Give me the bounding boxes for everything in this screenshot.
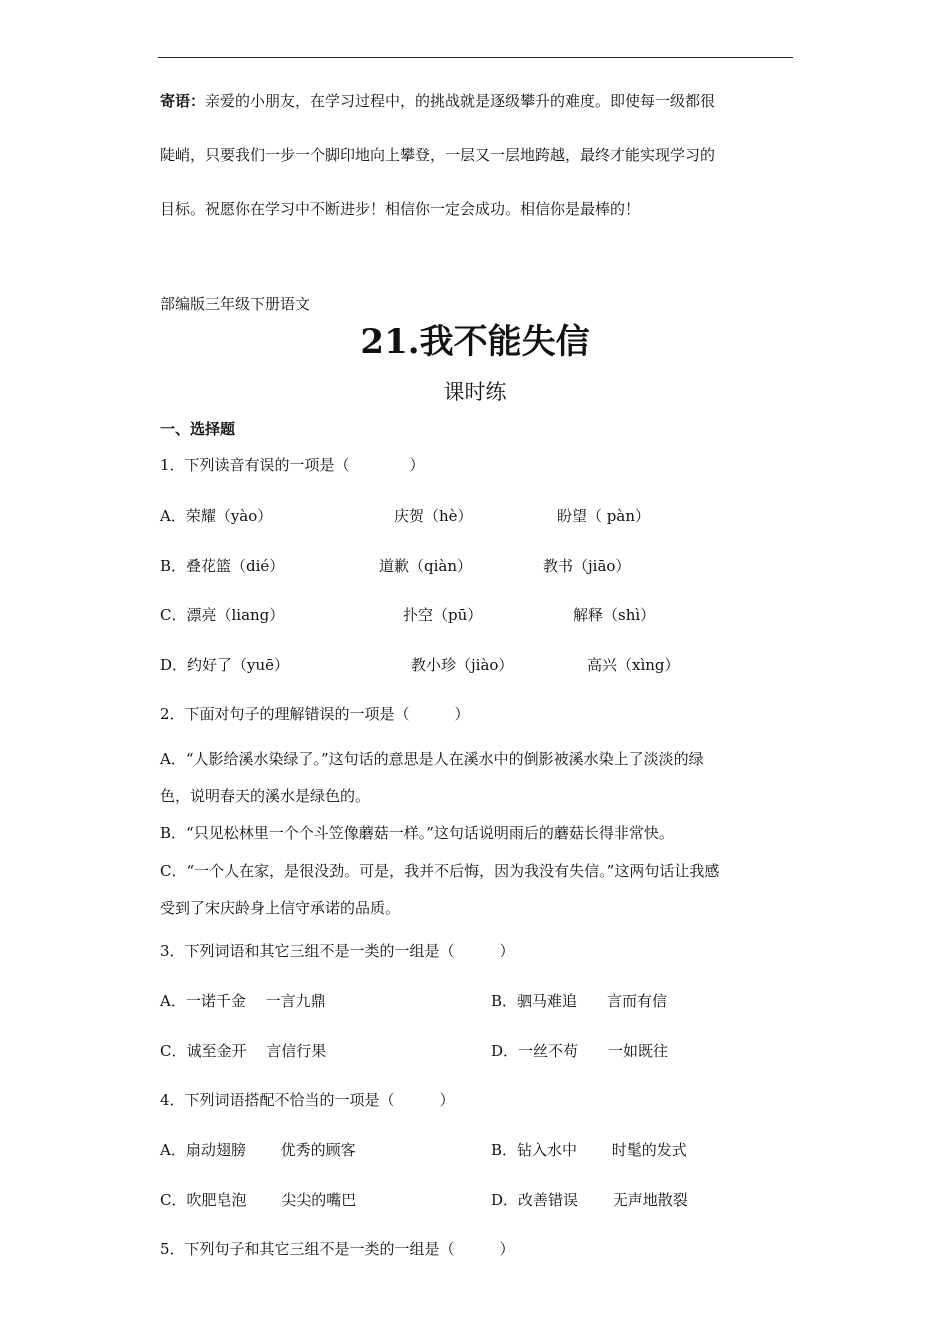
q1-option-c-1: C．漂亮（liang） bbox=[160, 606, 285, 624]
series-label: 部编版三年级下册语文 bbox=[160, 295, 311, 313]
q2-option-b: B．“只见松林里一个个斗笠像蘑菇一样。”这句话说明雨后的蘑菇长得非常快。 bbox=[160, 824, 674, 842]
foreword-text-1: 亲爱的小朋友，在学习过程中，的挑战就是逐级攀升的难度。即使每一级都很 bbox=[205, 92, 716, 110]
q1-option-b-2: 道歉（qiàn） bbox=[379, 557, 473, 575]
q1-option-c-3: 解释（shì） bbox=[573, 606, 656, 624]
q3-option-a: A．一诺千金 一言九鼎 bbox=[160, 992, 326, 1010]
q1-option-a-2: 庆贺（hè） bbox=[394, 507, 473, 525]
page-title: 21.我不能失信 bbox=[360, 322, 590, 362]
foreword-line-2: 陡峭，只要我们一步一个脚印地向上攀登，一层又一层地跨越，最终才能实现学习的 bbox=[160, 146, 716, 164]
q4-option-b: B．钻入水中 时髦的发式 bbox=[491, 1141, 687, 1159]
q1-option-d-2: 教小珍（jiào） bbox=[411, 656, 514, 674]
q4-option-d: D．改善错误 无声地散裂 bbox=[491, 1191, 688, 1209]
q4-option-c: C．吹肥皂泡 尖尖的嘴巴 bbox=[160, 1191, 357, 1209]
q1-option-c-2: 扑空（pū） bbox=[403, 606, 483, 624]
q4-stem: 4．下列词语搭配不恰当的一项是（ ） bbox=[160, 1091, 455, 1109]
q2-option-c-line-1: C．“一个人在家，是很没劲。可是，我并不后悔，因为我没有失信。”这两句话让我感 bbox=[160, 862, 720, 880]
q2-stem: 2．下面对句子的理解错误的一项是（ ） bbox=[160, 705, 470, 723]
q4-option-a: A．扇动翅膀 优秀的顾客 bbox=[160, 1141, 356, 1159]
foreword-line-3: 目标。祝愿你在学习中不断进步！相信你一定会成功。相信你是最棒的！ bbox=[160, 200, 641, 218]
q2-option-c-line-2: 受到了宋庆龄身上信守承诺的品质。 bbox=[160, 899, 401, 917]
q1-option-a-3: 盼望（ pàn） bbox=[557, 507, 650, 525]
q1-option-a-1: A．荣耀（yào） bbox=[160, 507, 273, 525]
section-title: 一、选择题 bbox=[160, 420, 236, 438]
foreword-line-1 bbox=[160, 91, 715, 111]
q1-option-b-1: B．叠花篮（dié） bbox=[160, 557, 285, 575]
q1-option-b-3: 教书（jiāo） bbox=[543, 557, 631, 575]
q3-option-c: C．诚至金开 言信行果 bbox=[160, 1042, 327, 1060]
page-subtitle: 课时练 bbox=[443, 380, 507, 404]
q3-option-d: D．一丝不苟 一如既往 bbox=[491, 1042, 669, 1060]
q2-option-a-line-2: 色，说明春天的溪水是绿色的。 bbox=[160, 787, 371, 805]
q2-option-a-line-1: A．“人影给溪水染绿了。”这句话的意思是人在溪水中的倒影被溪水染上了淡淡的绿 bbox=[160, 750, 704, 768]
q3-option-b: B．驷马难追 言而有信 bbox=[491, 992, 668, 1010]
q3-stem: 3．下列词语和其它三组不是一类的一组是（ ） bbox=[160, 942, 515, 960]
header-rule bbox=[158, 57, 793, 58]
q5-stem: 5．下列句子和其它三组不是一类的一组是（ ） bbox=[160, 1240, 515, 1258]
q1-stem: 1．下列读音有误的一项是（ ） bbox=[160, 456, 425, 474]
foreword-label: 寄语： bbox=[160, 92, 206, 110]
q1-option-d-1: D．约好了（yuē） bbox=[160, 656, 290, 674]
q1-option-d-3: 高兴（xìng） bbox=[587, 656, 680, 674]
